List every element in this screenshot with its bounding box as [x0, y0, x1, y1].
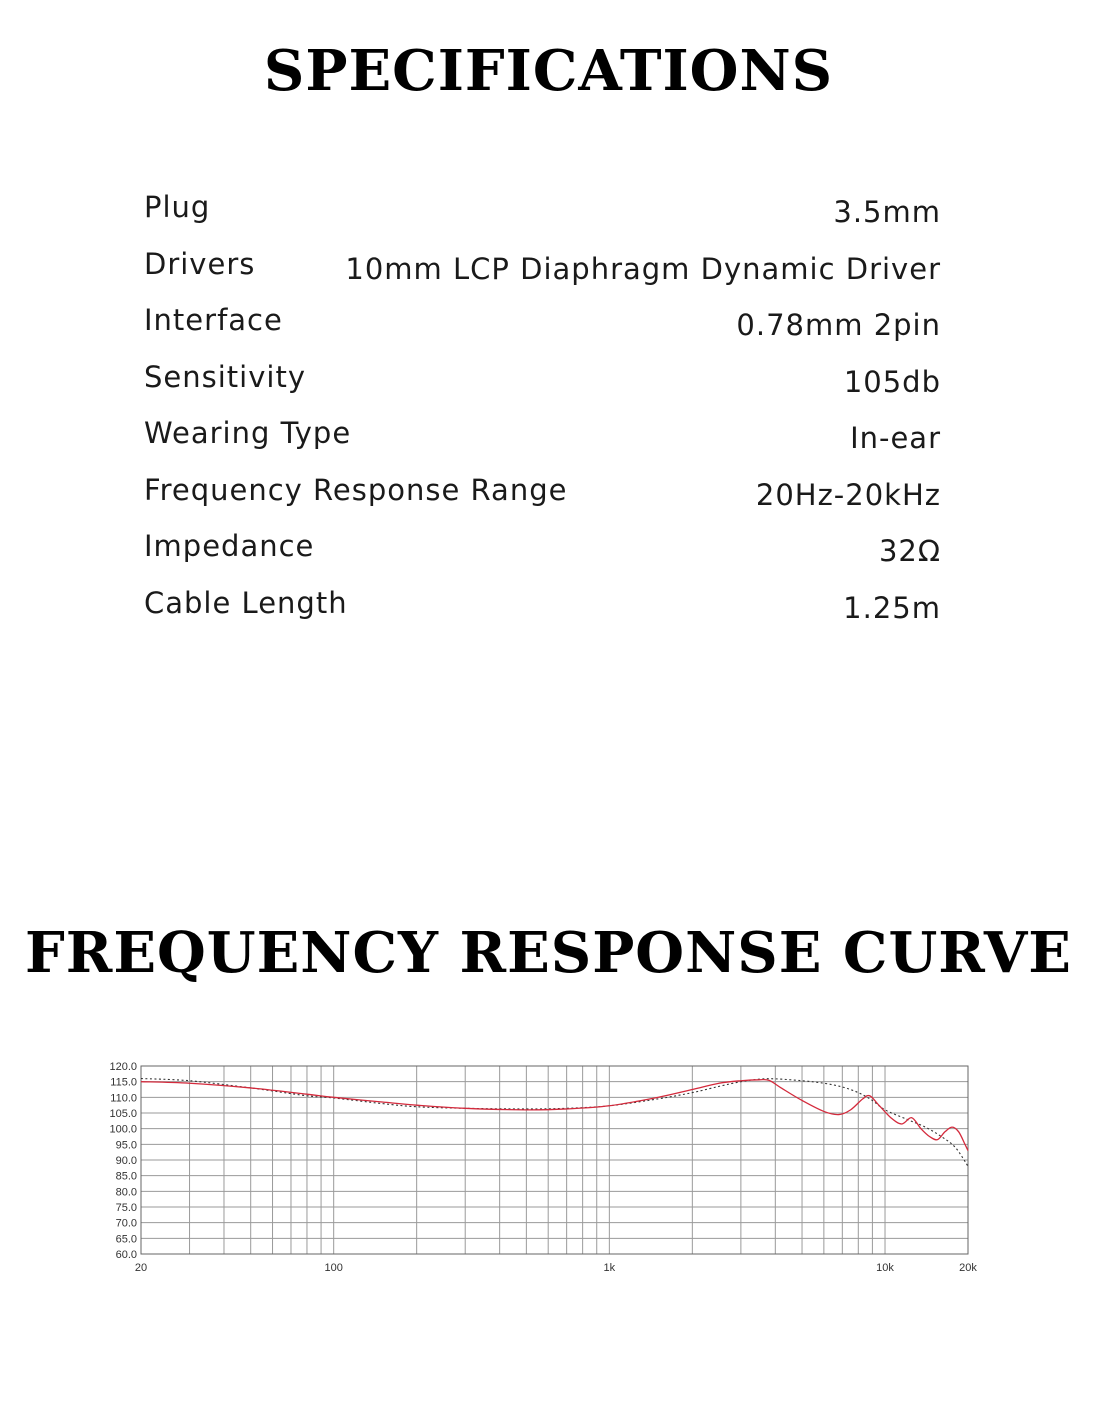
spec-row	[144, 303, 941, 360]
spec-label: Cable Length	[144, 585, 348, 620]
spec-row	[144, 190, 941, 247]
y-tick-label: 100.0	[109, 1123, 137, 1136]
specifications-table	[144, 190, 941, 642]
spec-label: Impedance	[144, 529, 315, 563]
spec-value: 32Ω	[878, 534, 941, 568]
spec-label: Drivers	[144, 246, 256, 281]
spec-label: Frequency Response Range	[144, 472, 568, 507]
spec-value: 105db	[843, 364, 941, 399]
y-tick-label: 80.0	[115, 1186, 137, 1199]
frequency-response-chart	[95, 1055, 985, 1280]
y-tick-label: 120.0	[109, 1061, 137, 1073]
y-tick-label: 85.0	[115, 1170, 137, 1183]
spec-value: 20Hz-20kHz	[755, 477, 941, 512]
spec-row	[144, 586, 941, 643]
spec-row	[144, 473, 941, 530]
y-tick-label: 60.0	[115, 1249, 137, 1261]
x-tick-label: 20k	[959, 1262, 977, 1274]
x-tick-label: 10k	[876, 1262, 894, 1274]
reference-curve-line	[141, 1079, 968, 1167]
spec-row	[144, 247, 941, 304]
y-tick-label: 65.0	[115, 1233, 137, 1246]
x-tick-label: 20	[134, 1262, 148, 1274]
specifications-title: SPECIFICATIONS	[263, 38, 834, 104]
spec-value: In-ear	[850, 421, 941, 455]
spec-row	[144, 529, 941, 586]
y-tick-label: 90.0	[115, 1155, 137, 1167]
frequency-response-title: FREQUENCY RESPONSE CURVE	[25, 920, 1072, 986]
spec-label: Plug	[144, 190, 211, 224]
spec-label: Wearing Type	[144, 416, 352, 450]
spec-row	[144, 416, 941, 473]
y-tick-label: 70.0	[115, 1217, 137, 1230]
x-tick-label: 100	[324, 1262, 343, 1274]
y-tick-label: 95.0	[115, 1139, 137, 1152]
spec-label: Interface	[144, 303, 283, 337]
spec-label: Sensitivity	[144, 359, 306, 394]
spec-value: 0.78mm 2pin	[736, 308, 941, 342]
spec-value: 10mm LCP Diaphragm Dynamic Driver	[345, 251, 941, 286]
spec-row	[144, 360, 941, 417]
x-tick-label: 1k	[603, 1262, 616, 1274]
measured-curve-line	[141, 1080, 968, 1151]
y-tick-label: 105.0	[109, 1108, 137, 1120]
spec-value: 1.25m	[843, 590, 941, 625]
y-tick-label: 115.0	[110, 1076, 137, 1089]
y-tick-label: 110.0	[110, 1092, 137, 1105]
y-tick-label: 75.0	[115, 1202, 137, 1214]
frequency-response-plot	[95, 1055, 985, 1280]
spec-value: 3.5mm	[833, 195, 941, 229]
